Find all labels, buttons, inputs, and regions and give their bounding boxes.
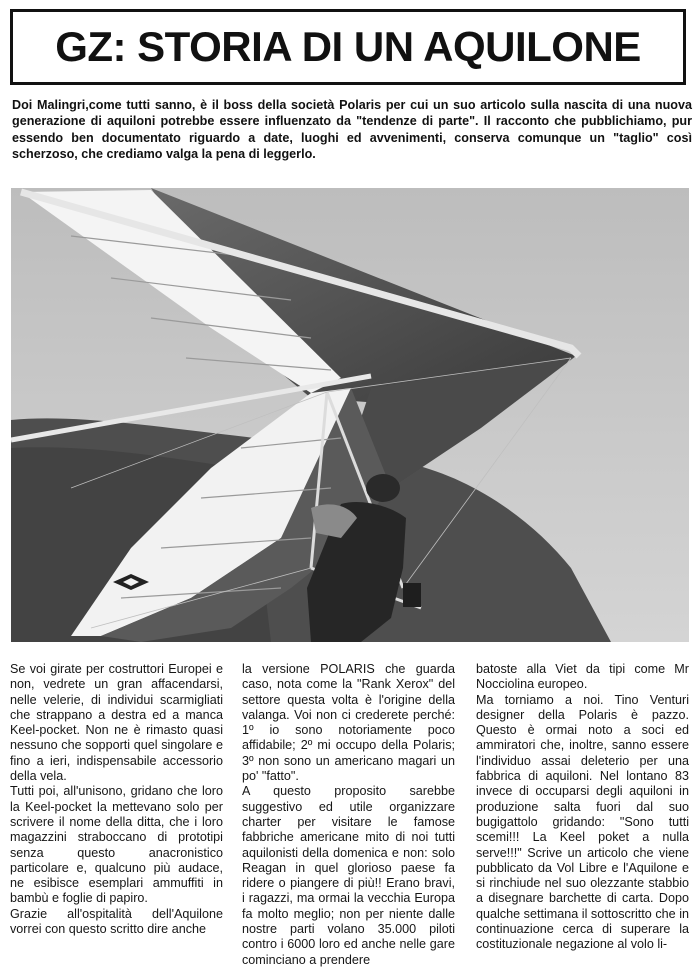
article-column-1	[10, 662, 223, 968]
title-box	[10, 9, 686, 85]
column-paragraph: Tutti poi, all'unisono, gridano che loro la Keel-pocket la mettevano solo per scrivere il nome della ditta, che i loro magazzini straboccano di prototipi senza questo anacronistico particolare e, qualcuno più audace, ne esibisce esemplari ammuffiti in bambù e foglie di papiro.	[10, 784, 223, 906]
photo-illustration	[11, 188, 689, 642]
column-paragraph: Se voi girate per costruttori Europei e non, vedrete un gran affacendarsi, nelle velerie, di individui scarmigliati che strappano a destra ed a manca Keel-pocket. Non ne è rimasto quasi nessuno che sopporti quel singolare e fino a ieri, indispensabile accessorio della vela.	[10, 662, 223, 784]
article-title: GZ: STORIA DI UN AQUILONE	[55, 23, 641, 70]
column-paragraph: A questo proposito sarebbe suggestivo ed utile organizzare charter per visitare le famose fabbriche americane mito di noi tutti aquilonisti della domenica e non: solo Reagan in quel glorioso paese fa ridere o piangere di più!! Erano bravi, i ragazzi, ma ormai la vecchia Europa fa molto meglio; non per niente dalle nostre parti volano 35.000 piloti contro i 6000 loro ed anche nelle gare cominciano a prendere	[242, 784, 455, 967]
article-column-2	[242, 662, 455, 968]
hang-glider-photo	[11, 188, 689, 642]
column-paragraph: la versione POLARIS che guarda caso, nota come la "Rank Xerox" del settore questa volta è l'origine della valanga. Voi non ci crederete perché: 1º io sono notoriamente poco affidabile; 2º mi occupo della Polaris; 3º non sono un americano magari un po' "fatto".	[242, 662, 455, 784]
column-paragraph: Ma torniamo a noi. Tino Venturi designer della Polaris è pazzo. Questo è ormai noto a soci ed ammiratori che, inoltre, sanno essere l'individuo assai deleterio per una fabbrica di aquiloni. Nel lontano 83 invece di occuparsi degli aquiloni in produzione salta fuori dal suo bugigattolo gridando: "Sono tutti scemi!!! La Keel poket a nulla serve!!!" Scrive un articolo che viene pubblicato da Vol Libre e l'Aquilone e si rinchiude nel suo olezzante stabbio a disegnare barchette di carta. Dopo qualche settimana il sottoscritto che in continuazione cerca di superare la costituzionale negazione al volo li-	[476, 692, 689, 952]
article-column-3	[476, 662, 689, 968]
column-paragraph: batoste alla Viet da tipi come Mr Nocciolina europeo.	[476, 662, 689, 692]
column-paragraph: Grazie all'ospitalità dell'Aquilone vorrei con questo scritto dire anche	[10, 906, 223, 937]
article-intro: Doi Malingri,come tutti sanno, è il boss della società Polaris per cui un suo articolo sulla nascita di una nuova generazione di aquiloni potrebbe essere influenzato da "tendenze di parte". Il racconto che pubblichiamo, pur essendo ben documentato riguardo a date, luoghi ed avvenimenti, conserva comunque un "taglio" così scherzoso, che crediamo valga la pena di leggerlo.	[12, 98, 692, 161]
